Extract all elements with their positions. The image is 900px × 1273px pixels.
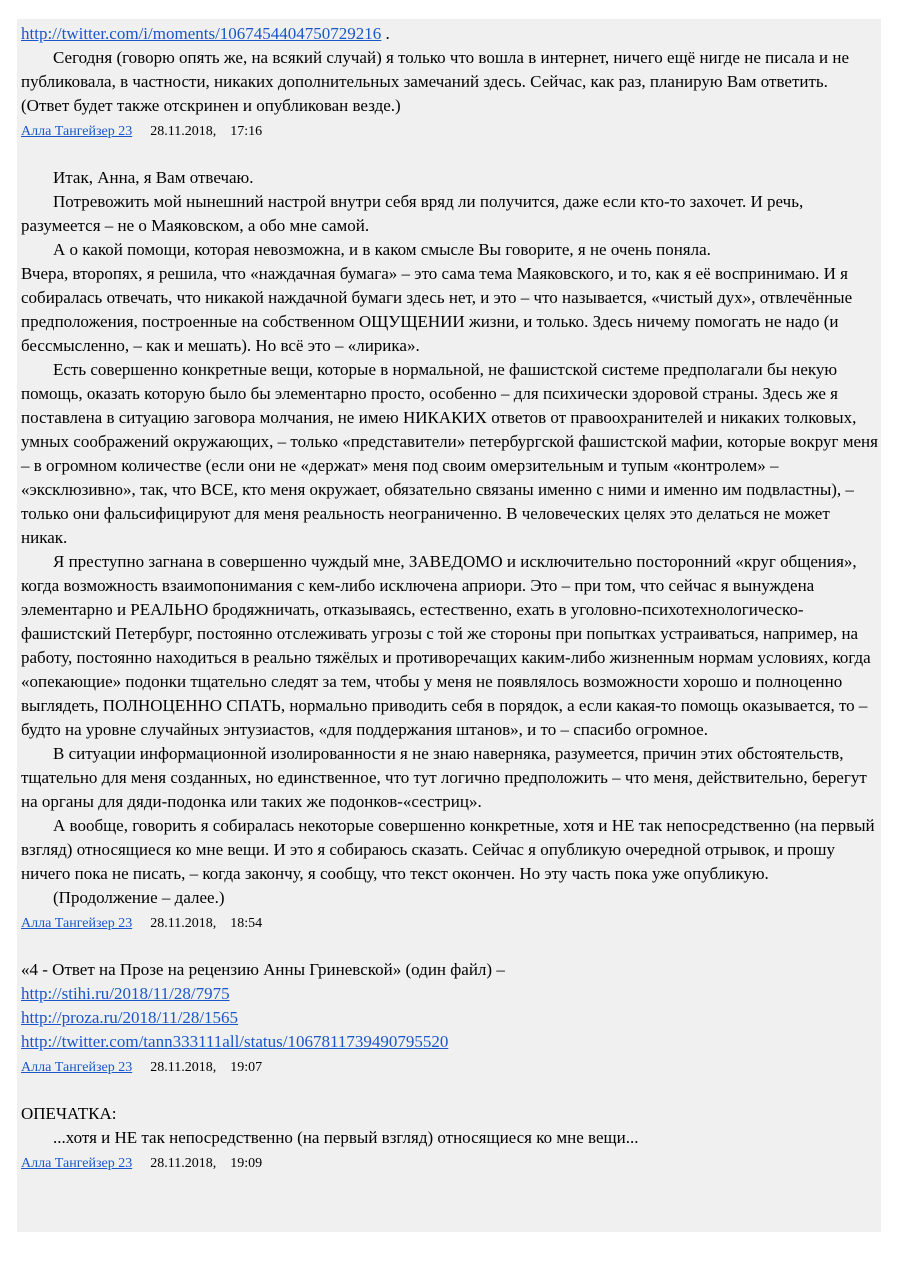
comment-time: 19:07 bbox=[230, 1060, 263, 1075]
twitter-status-link[interactable]: http://twitter.com/tann333111all/status/1067811739490795520 bbox=[21, 1032, 449, 1051]
paragraph: Сегодня (говорю опять же, на всякий случай) я только что вошла в интернет, ничего ещё нигде не писала и не публиковала, в частности, никаких дополнительных замечаний здесь. Сейчас, как раз, планирую Вам ответить. (Ответ будет также отскринен и опубликован везде.) bbox=[21, 48, 850, 115]
author-link[interactable]: Алла Тангейзер 23 bbox=[21, 1156, 133, 1171]
comment-date: 28.11.2018, bbox=[150, 1060, 217, 1075]
author-link[interactable]: Алла Тангейзер 23 bbox=[21, 916, 133, 931]
paragraph: Есть совершенно конкретные вещи, которые в нормальной, не фашистской системе предполагали бы некую помощь, оказать которую было бы элементарно просто, особенно – для психически здоровой страны. Здесь же я поставлена в ситуацию заговора молчания, не имею НИКАКИХ ответов от правоохранителей и никаких толковых, умных соображений окружающих, – только «представители» петербургской фашистской мафии, которые вокруг меня – в огромном количестве (если они не «держат» меня под своим омерзительным и тупым «контролем» – «эксклюзивно», так, что ВСЕ, кто меня окружает, обязательно связаны именно с ними и именно им подвластны), – только они фальсифицируют для меня реальность неограниченно. В человеческих целях это делаться не может никак. bbox=[21, 360, 878, 547]
author-link[interactable]: Алла Тангейзер 23 bbox=[21, 1060, 133, 1075]
comment-date: 28.11.2018, bbox=[150, 916, 217, 931]
paragraph: Я преступно загнана в совершенно чуждый мне, ЗАВЕДОМО и исключительно посторонний «круг общения», когда возможность взаимопонимания с кем-либо исключена априори. Это – при том, что сейчас я вынуждена элементарно и РЕАЛЬНО бродяжничать, отказываясь, естественно, ехать в уголовно-психотехнологическо-фашистский Петербург, постоянно отслеживать угрозы с той же стороны при попытках устраиваться, например, на работу, постоянно находиться в реально тяжёлых и противоречащих каким-либо жизненным нормам условиях, когда «опекающие» подонки тщательно следят за тем, чтобы у меня не появлялось возможности хорошо и полноценно выглядеть, ПОЛНОЦЕННО СПАТЬ, нормально приводить себя в порядок, а если какая-то помощь оказывается, то – будто на уровне случайных энтузиастов, «для поддержания штанов», и то – спасибо огромное. bbox=[21, 552, 871, 739]
paragraph: Итак, Анна, я Вам отвечаю. bbox=[53, 168, 254, 187]
stihi-link[interactable]: http://stihi.ru/2018/11/28/7975 bbox=[21, 984, 230, 1003]
comment-signature bbox=[21, 914, 879, 934]
comment-signature bbox=[21, 1058, 879, 1078]
paragraph: (Продолжение – далее.) bbox=[53, 888, 225, 907]
paragraph: «4 - Ответ на Прозе на рецензию Анны Гриневской» (один файл) – bbox=[21, 960, 505, 979]
comment-time: 19:09 bbox=[230, 1156, 263, 1171]
proza-link[interactable]: http://proza.ru/2018/11/28/1565 bbox=[21, 1008, 239, 1027]
paragraph: ...хотя и НЕ так непосредственно (на первый взгляд) относящиеся ко мне вещи... bbox=[53, 1128, 639, 1147]
comment-signature bbox=[21, 1154, 879, 1174]
paragraph: А о какой помощи, которая невозможна, и в каком смысле Вы говорите, я не очень поняла. bbox=[53, 240, 711, 259]
comment-time: 17:16 bbox=[230, 124, 263, 139]
paragraph: А вообще, говорить я собиралась некоторые совершенно конкретные, хотя и НЕ так непосредственно (на первый взгляд) относящиеся ко мне вещи. И это я собираюсь сказать. Сейчас я опубликую очередной отрывок, и прошу ничего пока не писать, – когда закончу, я сообщу, что текст окончен. Но эту часть пока уже опубликую. bbox=[21, 816, 875, 883]
twitter-moments-link[interactable]: http://twitter.com/i/moments/1067454404750729216 bbox=[21, 24, 382, 43]
paragraph: ОПЕЧАТКА: bbox=[21, 1104, 117, 1123]
comment-signature bbox=[21, 122, 879, 142]
paragraph: Потревожить мой нынешний настрой внутри себя вряд ли получится, даже если кто-то захочет. И речь, разумеется – не о Маяковском, а обо мне самой. bbox=[21, 192, 804, 235]
comment-entry bbox=[21, 22, 879, 142]
comment-time: 18:54 bbox=[230, 916, 263, 931]
paragraph: Вчера, второпях, я решила, что «наждачная бумага» – это сама тема Маяковского, и то, как я её воспринимаю. И я собиралась отвечать, что никакой наждачной бумаги здесь нет, и это – что называется, «чистый дух», отвлечённые предположения, построенные на собственном ОЩУЩЕНИИ жизни, и только. Здесь ничему помогать не надо (и бессмысленно, – как и мешать). Но всё это – «лирика». bbox=[21, 264, 853, 355]
comment-date: 28.11.2018, bbox=[150, 1156, 217, 1171]
comment-entry bbox=[21, 166, 879, 934]
document-page bbox=[17, 19, 881, 1232]
comment-date: 28.11.2018, bbox=[150, 124, 217, 139]
comment-entry bbox=[21, 958, 879, 1078]
paragraph: В ситуации информационной изолированности я не знаю наверняка, разумеется, причин этих обстоятельств, тщательно для меня созданных, но единственное, что тут логично предположить – что меня, действительно, берегут на органы для дяди-подонка или таких же подонков-«сестриц». bbox=[21, 744, 867, 811]
link-suffix: . bbox=[381, 24, 390, 43]
author-link[interactable]: Алла Тангейзер 23 bbox=[21, 124, 133, 139]
comment-entry bbox=[21, 1102, 879, 1174]
